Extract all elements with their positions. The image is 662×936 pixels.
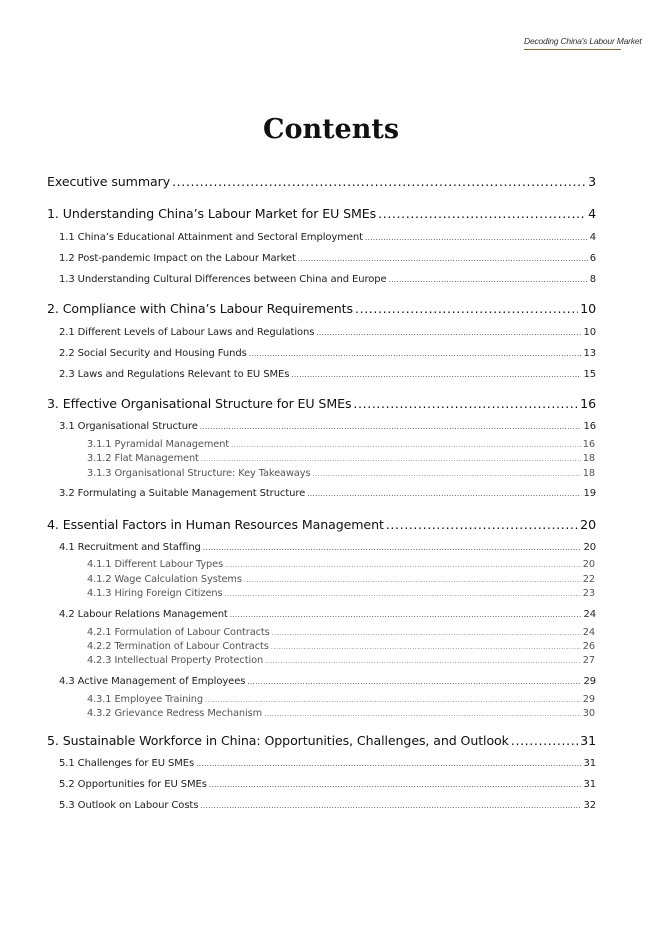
toc-leader-dots (272, 629, 581, 637)
page-title: Contents (262, 114, 400, 145)
toc-entry-label: 3. Effective Organisational Structure for EU SMEs (47, 396, 352, 411)
toc-entry-label: 4.1.1 Different Labour Types (87, 559, 224, 570)
toc-leader-dots (355, 301, 578, 316)
toc-page-number: 24 (583, 609, 596, 620)
toc-page-number: 22 (582, 574, 595, 585)
toc-entry-5-2[interactable] (59, 779, 596, 790)
toc-entry-label: 1.3 Understanding Cultural Differences between China and Europe (59, 274, 387, 285)
toc-leader-dots (200, 802, 581, 810)
toc-entry-label: 1.1 China’s Educational Attainment and Sectoral Employment (59, 232, 363, 243)
toc-entry-label: 5.1 Challenges for EU SMEs (59, 758, 195, 769)
toc-entry-4-2-2[interactable] (87, 641, 595, 652)
toc-entry-label: 3.1.2 Flat Management (87, 453, 199, 464)
toc-entry-3-1-1[interactable] (87, 439, 595, 450)
toc-leader-dots (244, 576, 581, 584)
toc-page-number: 10 (583, 327, 596, 338)
toc-page-number: 31 (583, 758, 596, 769)
toc-entry-4-1-1[interactable] (87, 559, 595, 570)
toc-page-number: 3 (588, 174, 596, 189)
toc-page-number: 26 (582, 641, 595, 652)
toc-entry-label: 4.2.1 Formulation of Labour Contracts (87, 627, 270, 638)
toc-entry-1-2[interactable] (59, 253, 596, 264)
toc-leader-dots (247, 678, 581, 686)
toc-entry-label: 4.2 Labour Relations Management (59, 609, 228, 620)
toc-entry-section-2[interactable] (47, 301, 596, 316)
toc-leader-dots (172, 174, 586, 189)
toc-entry-4-2-1[interactable] (87, 627, 595, 638)
toc-entry-1-3[interactable] (59, 274, 596, 285)
toc-entry-label: 4. Essential Factors in Human Resources Management (47, 517, 384, 532)
toc-entry-label: 1.2 Post-pandemic Impact on the Labour Market (59, 253, 296, 264)
toc-leader-dots (225, 561, 581, 569)
toc-entry-label: 4.1.3 Hiring Foreign Citizens (87, 588, 223, 599)
toc-leader-dots (201, 455, 581, 463)
toc-entry-2-2[interactable] (59, 348, 596, 359)
toc-entry-3-1-2[interactable] (87, 453, 595, 464)
toc-entry-4-2-3[interactable] (87, 655, 595, 666)
toc-entry-label: 4.2.3 Intellectual Property Protection (87, 655, 264, 666)
toc-page-number: 29 (583, 676, 596, 687)
toc-page-number: 16 (580, 396, 596, 411)
running-header: Decoding China's Labour Market (524, 36, 621, 50)
toc-leader-dots (205, 696, 581, 704)
toc-entry-label: 4.1.2 Wage Calculation Systems (87, 574, 242, 585)
toc-page-number: 18 (582, 468, 595, 479)
toc-page-number: 4 (589, 232, 596, 243)
toc-page-number: 6 (589, 253, 596, 264)
toc-entry-4-1[interactable] (59, 542, 596, 553)
toc-page-number: 20 (582, 559, 595, 570)
toc-entry-label: 4.1 Recruitment and Staffing (59, 542, 201, 553)
toc-page-number: 18 (582, 453, 595, 464)
toc-leader-dots (200, 423, 582, 431)
toc-leader-dots (196, 760, 581, 768)
toc-leader-dots (511, 733, 578, 748)
toc-page-number: 4 (588, 206, 596, 221)
toc-leader-dots (291, 371, 581, 379)
toc-leader-dots (312, 470, 580, 478)
toc-entry-4-1-2[interactable] (87, 574, 595, 585)
toc-entry-label: 3.1 Organisational Structure (59, 421, 198, 432)
toc-page-number: 13 (583, 348, 596, 359)
toc-page-number: 31 (583, 779, 596, 790)
toc-entry-3-2[interactable] (59, 488, 596, 499)
toc-page-number: 20 (583, 542, 596, 553)
toc-page-number: 32 (583, 800, 596, 811)
toc-entry-label: 4.3.2 Grievance Redress Mechanism (87, 708, 263, 719)
toc-entry-label: 5. Sustainable Workforce in China: Opportunities, Challenges, and Outlook (47, 733, 509, 748)
toc-entry-label: 3.1.1 Pyramidal Management (87, 439, 230, 450)
toc-entry-label: 3.2 Formulating a Suitable Management Structure (59, 488, 306, 499)
toc-entry-label: 2.2 Social Security and Housing Funds (59, 348, 247, 359)
toc-leader-dots (389, 276, 588, 284)
toc-entry-3-1[interactable] (59, 421, 596, 432)
toc-entry-label: 4.2.2 Termination of Labour Contracts (87, 641, 269, 652)
toc-entry-label: 2.1 Different Levels of Labour Laws and Regulations (59, 327, 315, 338)
toc-page-number: 16 (583, 421, 596, 432)
toc-leader-dots (249, 350, 582, 358)
toc-page-number: 10 (580, 301, 596, 316)
toc-leader-dots (378, 206, 586, 221)
toc-entry-4-3[interactable] (59, 676, 596, 687)
toc-entry-1-1[interactable] (59, 232, 596, 243)
toc-entry-label: 2. Compliance with China’s Labour Requirements (47, 301, 353, 316)
toc-entry-label: 4.3.1 Employee Training (87, 694, 204, 705)
toc-leader-dots (264, 710, 581, 718)
toc-leader-dots (203, 544, 582, 552)
toc-leader-dots (231, 441, 581, 449)
toc-entry-section-4[interactable] (47, 517, 596, 532)
toc-page-number: 19 (583, 488, 596, 499)
toc-page-number: 29 (582, 694, 595, 705)
toc-leader-dots (316, 329, 581, 337)
toc-page-number: 16 (582, 439, 595, 450)
toc-leader-dots (307, 490, 581, 498)
toc-page-number: 15 (583, 369, 596, 380)
toc-leader-dots (230, 611, 582, 619)
toc-leader-dots (298, 255, 588, 263)
toc-entry-label: 4.3 Active Management of Employees (59, 676, 246, 687)
toc-page-number: 31 (580, 733, 596, 748)
toc-entry-5-1[interactable] (59, 758, 596, 769)
toc-leader-dots (353, 396, 578, 411)
toc-page-number: 20 (580, 517, 596, 532)
toc-entry-label: 3.1.3 Organisational Structure: Key Takeaways (87, 468, 311, 479)
toc-entry-4-2[interactable] (59, 609, 596, 620)
toc-entry-2-1[interactable] (59, 327, 596, 338)
toc-entry-executive-summary[interactable] (47, 174, 596, 189)
toc-entry-2-3[interactable] (59, 369, 596, 380)
toc-entry-4-3-2[interactable] (87, 708, 595, 719)
toc-page-number: 30 (582, 708, 595, 719)
toc-page-number: 8 (589, 274, 596, 285)
toc-entry-label: 5.2 Opportunities for EU SMEs (59, 779, 207, 790)
toc-entry-label: 1. Understanding China’s Labour Market for EU SMEs (47, 206, 377, 221)
toc-page-number: 23 (582, 588, 595, 599)
toc-leader-dots (225, 590, 581, 598)
toc-leader-dots (386, 517, 578, 532)
toc-entry-label: 5.3 Outlook on Labour Costs (59, 800, 199, 811)
toc-page-number: 27 (582, 655, 595, 666)
toc-entry-4-3-1[interactable] (87, 694, 595, 705)
toc-leader-dots (209, 781, 582, 789)
toc-page-number: 24 (582, 627, 595, 638)
toc-entry-5-3[interactable] (59, 800, 596, 811)
toc-entry-label: 2.3 Laws and Regulations Relevant to EU SMEs (59, 369, 290, 380)
toc-entry-label: Executive summary (47, 174, 171, 189)
toc-entry-3-1-3[interactable] (87, 468, 595, 479)
toc-entry-4-1-3[interactable] (87, 588, 595, 599)
toc-entry-section-1[interactable] (47, 206, 596, 221)
toc-entry-section-5[interactable] (47, 733, 596, 748)
toc-entry-section-3[interactable] (47, 396, 596, 411)
toc-leader-dots (365, 234, 588, 242)
toc-leader-dots (265, 657, 581, 665)
toc-leader-dots (271, 643, 581, 651)
